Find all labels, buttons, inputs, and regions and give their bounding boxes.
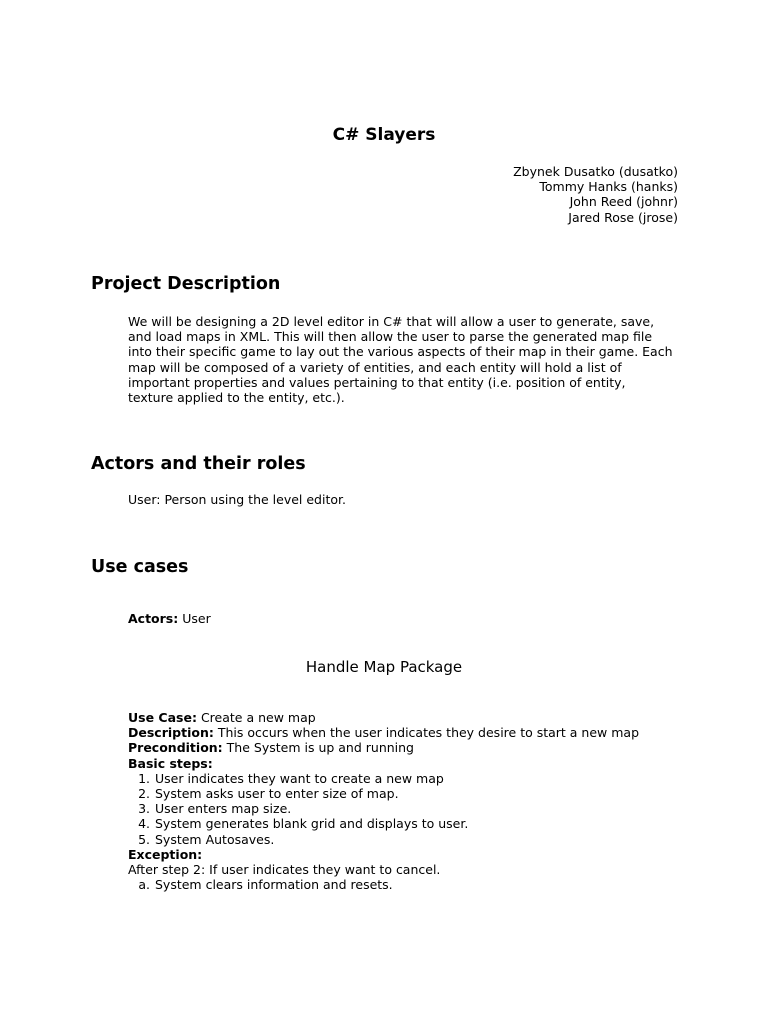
author-name: Zbynek Dusatko (dusatko) [513, 164, 678, 179]
step-text: System Autosaves. [155, 831, 275, 847]
basic-steps-label: Basic steps: [128, 755, 213, 771]
use-cases-heading: Use cases [91, 557, 189, 577]
actors-heading: Actors and their roles [91, 454, 306, 474]
paragraph-line: texture applied to the entity, etc.). [128, 390, 345, 406]
step-number: 1. [138, 770, 150, 786]
step-number: 4. [138, 816, 150, 832]
paragraph-line: important properties and values pertaining to that entity (i.e. position of entity, [128, 374, 626, 390]
precondition-label: Precondition: [128, 740, 223, 756]
step-number: a. [138, 877, 150, 893]
step-text: User indicates they want to create a new map [155, 770, 444, 786]
description-value: This occurs when the user indicates they desire to start a new map [217, 725, 640, 741]
step-number: 5. [138, 831, 150, 847]
step-text: User enters map size. [155, 801, 292, 817]
author-name: Tommy Hanks (hanks) [539, 179, 678, 195]
exception-text: After step 2: If user indicates they want to cancel. [128, 862, 441, 878]
precondition-line [128, 740, 639, 755]
actors-label: Actors: [128, 611, 179, 626]
author-name: John Reed (johnr) [569, 194, 678, 210]
precondition-value: The System is up and running [226, 740, 414, 756]
step-text: System asks user to enter size of map. [155, 786, 399, 802]
list-item [128, 877, 639, 892]
use-case-details [128, 710, 639, 892]
use-case-label: Use Case: [128, 710, 197, 725]
step-number: 3. [138, 801, 150, 817]
exception-label: Exception: [128, 846, 203, 862]
list-item [128, 801, 639, 816]
paragraph-line: map will be composed of a variety of entities, and each entity will hold a list of [128, 359, 622, 375]
step-number: 2. [138, 786, 150, 802]
paragraph-line: into their specific game to lay out the various aspects of their map in their game. Each [128, 344, 673, 360]
project-description-heading: Project Description [91, 274, 281, 294]
author-name: Jared Rose (jrose) [568, 209, 678, 225]
basic-steps-list [128, 771, 639, 847]
description-label: Description: [128, 725, 214, 741]
actors-value: User [182, 611, 211, 626]
paragraph-line: We will be designing a 2D level editor in C# that will allow a user to generate, save, [128, 314, 655, 329]
paragraph-line: and load maps in XML. This will then allow the user to parse the generated map file [128, 329, 653, 345]
description-line [128, 725, 639, 740]
use-case-line [128, 710, 639, 725]
actors-line [128, 611, 211, 626]
document-title: C# Slayers [332, 125, 436, 145]
project-description-paragraph [128, 314, 688, 405]
author-list [513, 164, 678, 225]
package-title: Handle Map Package [305, 658, 463, 676]
list-item [128, 832, 639, 847]
step-text: System generates blank grid and displays to user. [155, 816, 469, 832]
step-text: System clears information and resets. [155, 877, 393, 893]
use-case-value: Create a new map [200, 710, 316, 725]
list-item [128, 816, 639, 831]
list-item [128, 771, 639, 786]
actors-description: User: Person using the level editor. [128, 492, 346, 507]
exception-steps-list [128, 877, 639, 892]
list-item [128, 786, 639, 801]
